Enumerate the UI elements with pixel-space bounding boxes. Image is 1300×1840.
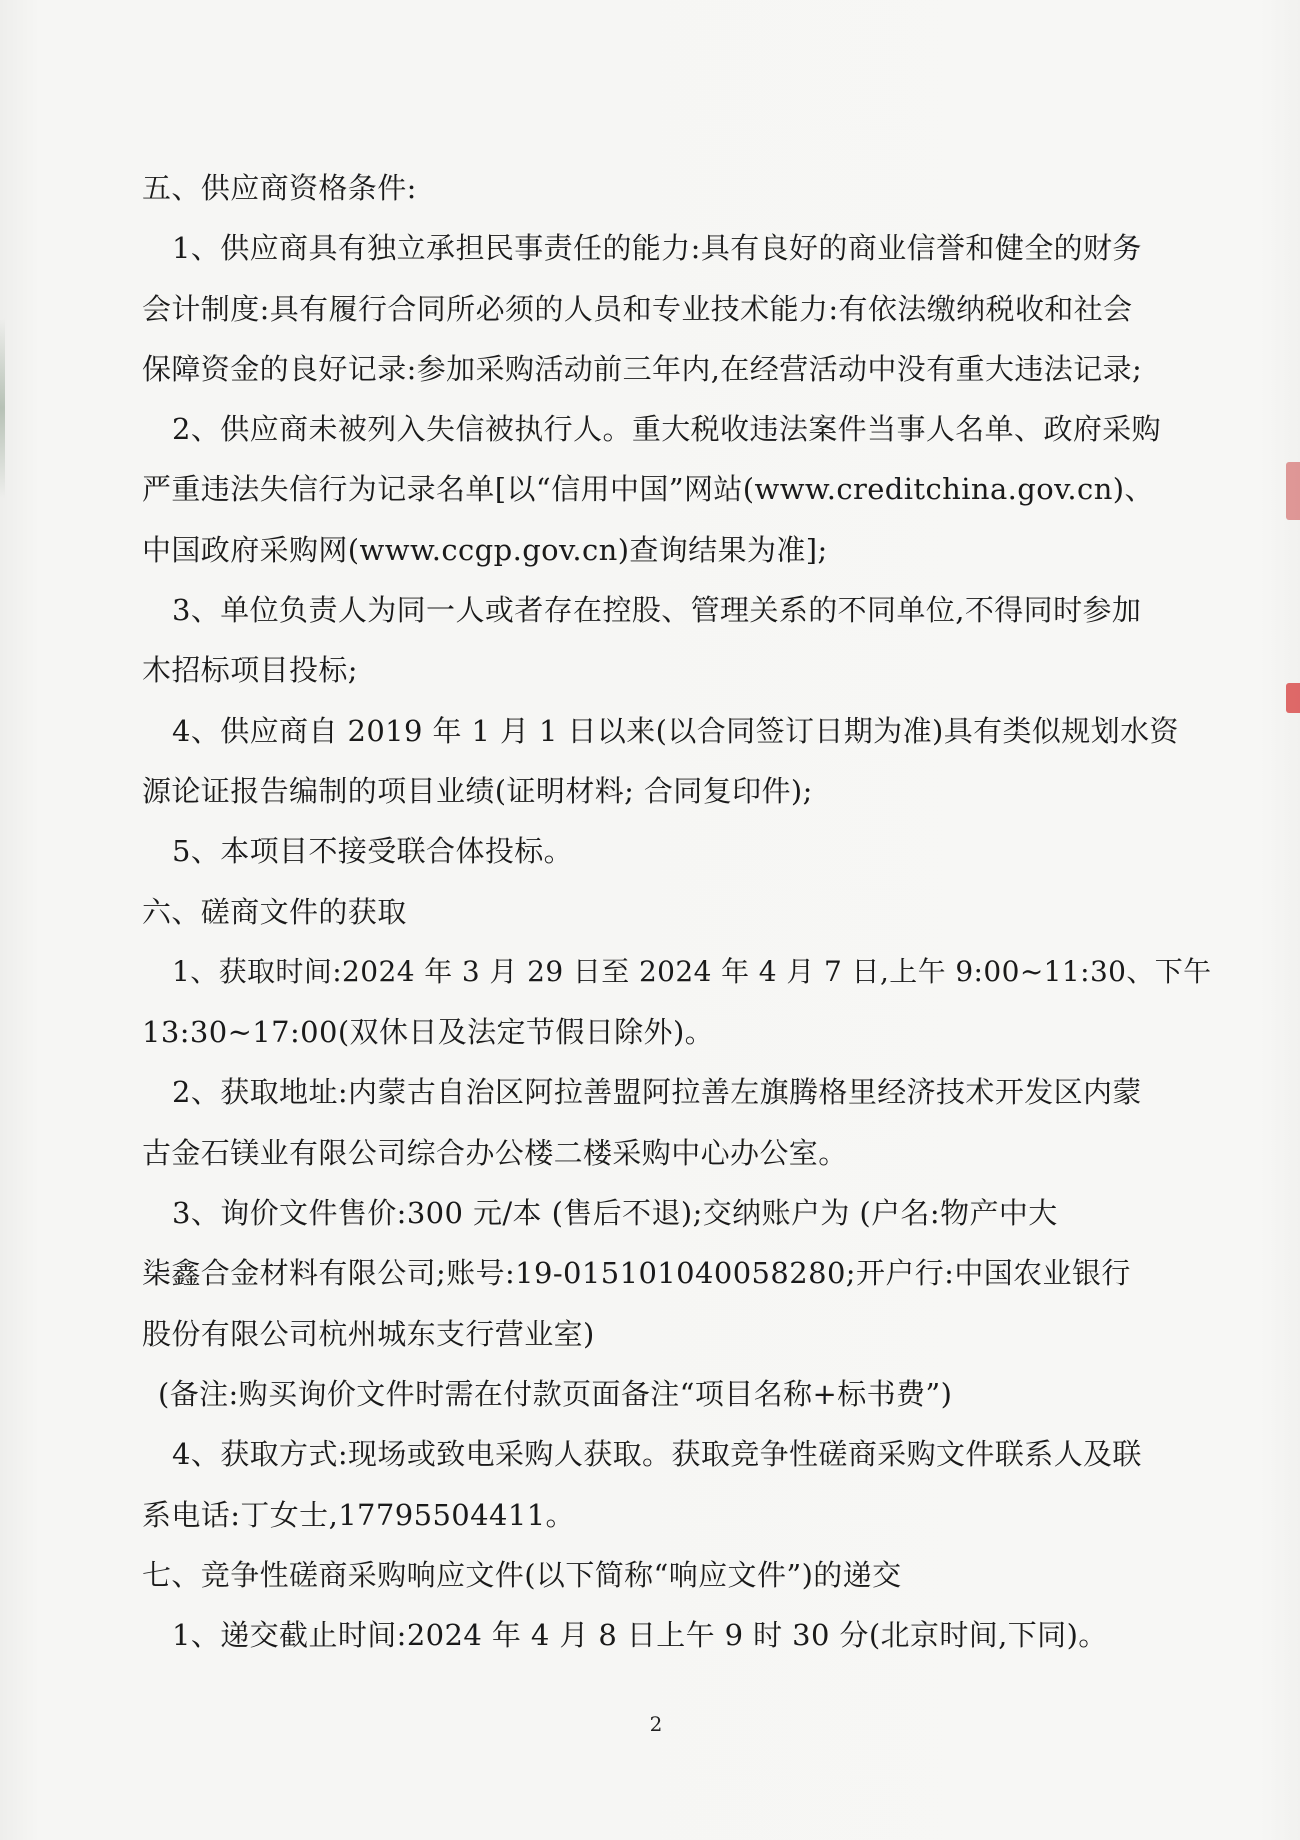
paragraph-line: 会计制度:具有履行合同所必须的人员和专业技术能力:有依法缴纳税收和社会 — [142, 291, 1133, 326]
scan-edge-mark — [0, 318, 5, 498]
paragraph-line: 保障资金的良好记录:参加采购活动前三年内,在经营活动中没有重大违法记录; — [142, 351, 1143, 386]
section-heading-5: 五、供应商资格条件: — [142, 171, 417, 205]
section-heading-7: 七、竞争性磋商采购响应文件(以下简称“响应文件”)的递交 — [142, 1557, 902, 1592]
paragraph-line: 2、获取地址:内蒙古自治区阿拉善盟阿拉善左旗腾格里经济技术开发区内蒙 — [172, 1075, 1142, 1110]
paragraph-line: 股份有限公司杭州城东支行营业室) — [142, 1316, 595, 1351]
paragraph-line: 3、询价文件售价:300 元/本 (售后不退);交纳账户为 (户名:物产中大 — [172, 1196, 1058, 1231]
paragraph-line: 3、单位负责人为同一人或者存在控股、管理关系的不同单位,不得同时参加 — [172, 593, 1142, 628]
paragraph-line: 源论证报告编制的项目业绩(证明材料; 合同复印件); — [142, 773, 813, 808]
paragraph-line: 13:30~17:00(双休日及法定节假日除外)。 — [142, 1015, 715, 1050]
paragraph-line: 木招标项目投标; — [142, 653, 358, 688]
paragraph-line: 系电话:丁女士,17795504411。 — [142, 1497, 575, 1532]
seal-fragment-upper — [1286, 462, 1300, 520]
note-line: (备注:购买询价文件时需在付款页面备注“项目名称+标书费”) — [158, 1376, 953, 1411]
paragraph-line: 古金石镁业有限公司综合办公楼二楼采购中心办公室。 — [142, 1135, 848, 1170]
section-heading-6: 六、磋商文件的获取 — [142, 894, 407, 929]
paragraph-line: 1、递交截止时间:2024 年 4 月 8 日上午 9 时 30 分(北京时间,下同)。 — [172, 1618, 1108, 1653]
document-body — [142, 158, 1212, 1665]
paragraph-line: 2、供应商未被列入失信被执行人。重大税收违法案件当事人名单、政府采购 — [172, 412, 1162, 447]
paragraph-line: 4、供应商自 2019 年 1 月 1 日以来(以合同签订日期为准)具有类似规划水资 — [172, 713, 1179, 748]
paragraph-line: 1、供应商具有独立承担民事责任的能力:具有良好的商业信誉和健全的财务 — [172, 231, 1142, 266]
paragraph-line: 中国政府采购网(www.ccgp.gov.cn)查询结果为准]; — [142, 532, 828, 567]
paragraph-line: 1、获取时间:2024 年 3 月 29 日至 2024 年 4 月 7 日,上午 9:00~11:30、下午 — [172, 954, 1212, 988]
paragraph-line: 柒鑫合金材料有限公司;账号:19-015101040058280;开户行:中国农业银行 — [142, 1256, 1131, 1291]
page-number: 2 — [649, 1712, 663, 1736]
paragraph-line: 5、本项目不接受联合体投标。 — [172, 834, 574, 869]
paragraph-line: 4、获取方式:现场或致电采购人获取。获取竞争性磋商采购文件联系人及联 — [172, 1437, 1142, 1472]
seal-fragment-lower — [1286, 683, 1300, 713]
paragraph-line: 严重违法失信行为记录名单[以“信用中国”网站(www.creditchina.gov.cn)、 — [142, 472, 1154, 507]
